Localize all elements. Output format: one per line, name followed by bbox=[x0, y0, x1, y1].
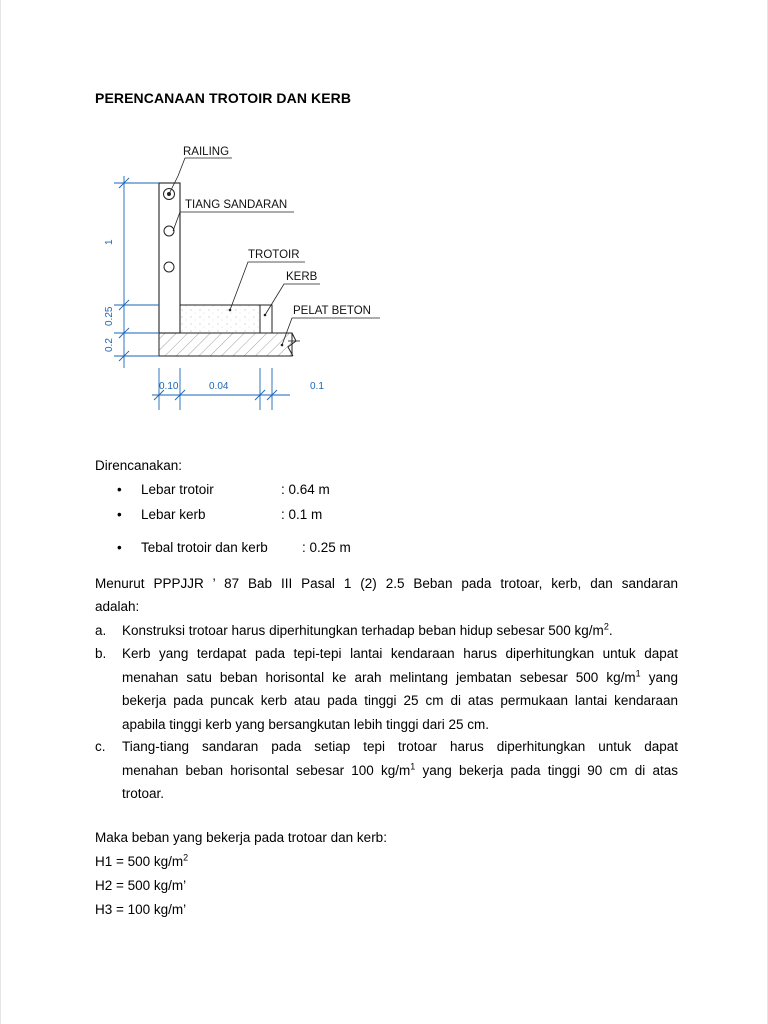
bullet-marker: • bbox=[117, 507, 122, 522]
page-title: PERENCANAAN TROTOIR DAN KERB bbox=[95, 90, 352, 106]
bullet-marker: • bbox=[117, 482, 122, 497]
bullet-marker: • bbox=[117, 540, 122, 555]
reference-line: adalah: bbox=[95, 599, 140, 614]
list-text: Konstruksi trotoar harus diperhitungkan terhadap beban hidup sebesar 500 kg/m bbox=[122, 623, 604, 638]
railing-pipe bbox=[164, 226, 174, 236]
planned-item-value: : 0.1 m bbox=[281, 507, 323, 522]
superscript: 2 bbox=[603, 621, 609, 632]
list-marker: c. bbox=[95, 739, 106, 754]
load-h2: H2 = 500 kg/m’ bbox=[95, 878, 187, 893]
list-text-line: menahan satu beban horisontal ke arah melintang jembatan sebesar 500 $kg/m^1$ yang bbox=[122, 668, 678, 685]
planned-item-value: : 0.64 m bbox=[281, 482, 330, 497]
list-text: bekerja pada puncak kerb atau pada tinggi 25 cm di atas permukaan lantai kendaraan bbox=[122, 693, 678, 708]
railing-pipe bbox=[164, 262, 174, 272]
label-tiang-sandaran: TIANG SANDARAN bbox=[185, 199, 288, 211]
list-text: Tiang-tiang sandaran pada setiap tepi trotoar harus diperhitungkan untuk dapat bbox=[122, 739, 678, 754]
list-item-b bbox=[95, 642, 678, 736]
list-item-a: a. Konstruksi trotoar harus diperhitungkan terhadap beban hidup sebesar 500 $kg/m^2$. bbox=[95, 619, 678, 643]
dim-height-025: 0.25 bbox=[104, 306, 115, 326]
dim-width-01: 0.1 bbox=[310, 381, 324, 392]
sidewalk-body bbox=[180, 305, 260, 333]
load-h3: H3 = 100 kg/m’ bbox=[95, 902, 187, 917]
vertical-dimension bbox=[114, 176, 159, 368]
list-text: apabila tinggi kerb yang bersangkutan lebih tinggi dari 25 cm. bbox=[122, 716, 489, 732]
railing-post bbox=[159, 183, 180, 333]
list-marker: b. bbox=[95, 646, 107, 661]
reference-line: Menurut PPPJJR ’ 87 Bab III Pasal 1 (2) 2.5 Beban pada trotoar, kerb, dan sandaran bbox=[95, 576, 678, 591]
sidewalk-kerb-section-drawing bbox=[95, 140, 395, 420]
dim-width-004: 0.04 bbox=[209, 381, 229, 392]
planned-item-value: : 0.25 m bbox=[302, 540, 351, 555]
list-text: trotoar. bbox=[122, 786, 165, 801]
list-item-c bbox=[95, 735, 678, 806]
list-text-line: menahan beban horisontal sebesar 100 $kg/m^1$ yang bekerja pada tinggi 90 cm di atas bbox=[122, 761, 678, 778]
planned-heading: Direncanakan: bbox=[95, 458, 183, 473]
load-h1: H1 = 500 $kg/m^2$ bbox=[95, 852, 189, 869]
list-text: Kerb yang terdapat pada tepi-tepi lantai kendaraan harus diperhitungkan untuk dapat bbox=[122, 646, 678, 661]
label-pelat-beton: PELAT BETON bbox=[293, 305, 371, 317]
deck-slab bbox=[159, 333, 292, 356]
loads-heading: Maka beban yang bekerja pada trotoar dan kerb: bbox=[95, 830, 387, 845]
dim-width-010: 0.10 bbox=[159, 381, 179, 392]
planned-item-label: Lebar kerb bbox=[141, 507, 206, 522]
list-marker: a. bbox=[95, 623, 107, 638]
dim-height-1: 1 bbox=[104, 239, 115, 245]
dim-height-02: 0.2 bbox=[104, 338, 115, 352]
reference-paragraph bbox=[95, 572, 678, 618]
planned-item-label: Tebal trotoir dan kerb bbox=[141, 540, 268, 555]
label-trotoir: TROTOIR bbox=[248, 249, 300, 261]
planned-item-label: Lebar trotoir bbox=[141, 482, 214, 497]
label-kerb: KERB bbox=[286, 271, 318, 283]
label-railing: RAILING bbox=[183, 146, 230, 158]
page-left-edge bbox=[0, 0, 1, 1024]
kerb-body bbox=[260, 305, 272, 333]
